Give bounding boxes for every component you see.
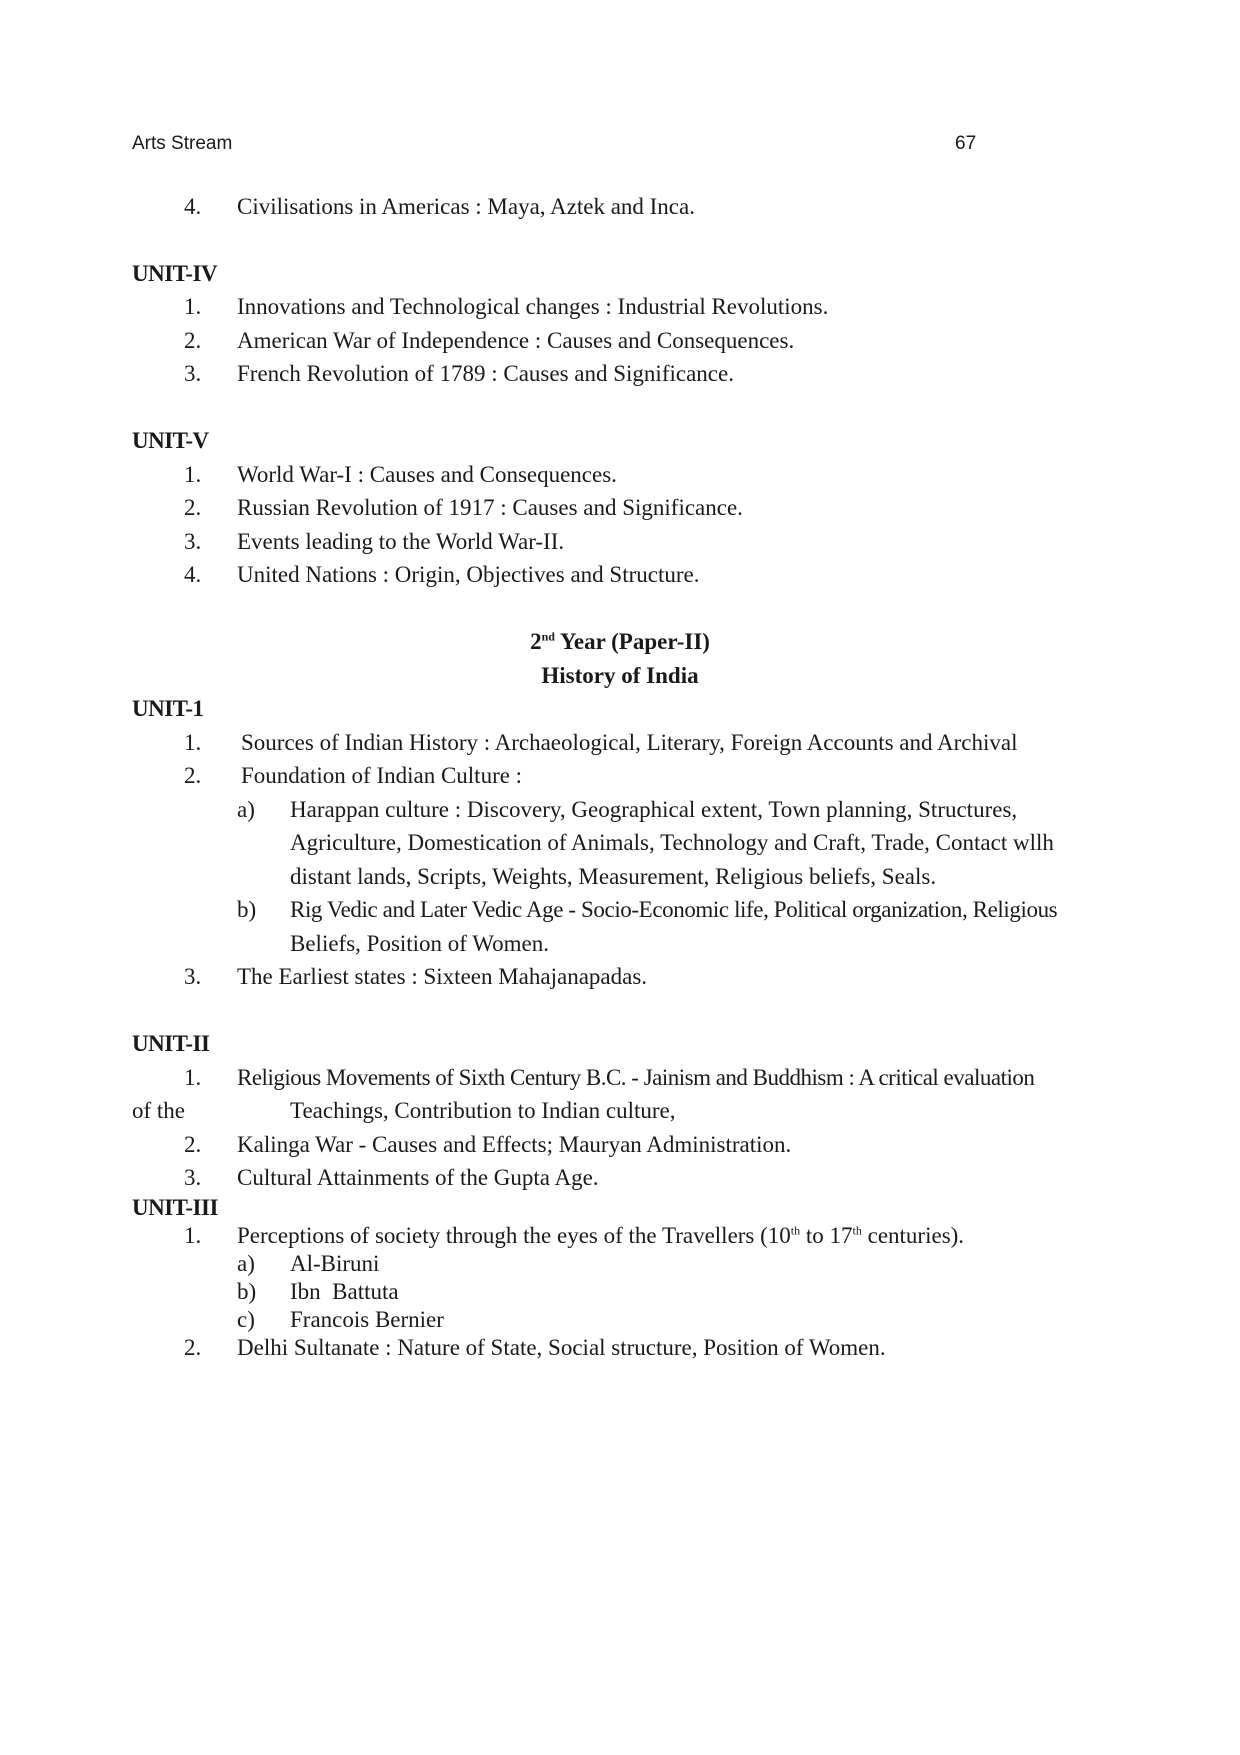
sub-item-letter: a) <box>237 797 255 822</box>
sub-item-letter: b) <box>237 1279 257 1304</box>
subject-heading: History of India <box>541 663 699 688</box>
page-number: 67 <box>955 133 977 154</box>
sub-item-text: Harappan culture : Discovery, Geographical extent, Town planning, Structures, <box>290 797 1018 822</box>
list-item-text: American War of Independence : Causes and Consequences. <box>237 328 795 353</box>
year-rest: Year (Paper-II) <box>559 629 710 654</box>
list-item-text: Innovations and Technological changes : Industrial Revolutions. <box>237 294 829 319</box>
sub-item-text: Al-Biruni <box>290 1251 380 1276</box>
list-number: 4. <box>184 194 202 219</box>
unit-heading: UNIT-IV <box>132 261 218 286</box>
list-item-text: World War-I : Causes and Consequences. <box>237 462 617 487</box>
list-item-text: Sources of Indian History : Archaeological, Literary, Foreign Accounts and Archival <box>241 730 1018 755</box>
list-item-text: Cultural Attainments of the Gupta Age. <box>237 1165 599 1190</box>
list-item-text <box>237 1223 964 1249</box>
list-item-text: Civilisations in Americas : Maya, Aztek and Inca. <box>237 194 695 219</box>
list-item-text: Events leading to the World War-II. <box>237 529 565 554</box>
ordinal-suffix: th <box>790 1223 801 1238</box>
unit-heading: UNIT-II <box>132 1031 210 1056</box>
travellers-text-start: Perceptions of society through the eyes of the Travellers (10 <box>237 1223 791 1248</box>
unit-heading: UNIT-V <box>132 428 209 453</box>
sub-item-text: Agriculture, Domestication of Animals, Technology and Craft, Trade, Contact wllh <box>290 830 1054 855</box>
list-number: 4. <box>184 562 202 587</box>
list-item-text: Religious Movements of Sixth Century B.C. - Jainism and Buddhism : A critical evaluation <box>237 1065 1035 1090</box>
sub-item-text: Ibn Battuta <box>290 1279 399 1304</box>
list-item-text: The Earliest states : Sixteen Mahajanapadas. <box>237 964 648 989</box>
list-item-text: Delhi Sultanate : Nature of State, Social structure, Position of Women. <box>237 1335 886 1360</box>
paper-heading <box>0 629 1240 655</box>
list-number: 2. <box>184 1132 202 1157</box>
unit-heading: UNIT-III <box>132 1195 218 1220</box>
list-number: 1. <box>184 294 202 319</box>
list-item-text: French Revolution of 1789 : Causes and Significance. <box>237 361 734 386</box>
year-number: 2 <box>530 629 542 654</box>
list-item-text: Teachings, Contribution to Indian culture, <box>290 1098 676 1123</box>
unit-heading: UNIT-1 <box>132 696 204 721</box>
travellers-text-end: centuries). <box>861 1223 965 1248</box>
list-number: 3. <box>184 964 202 989</box>
list-number: 2. <box>184 328 202 353</box>
year-suffix: nd <box>541 629 555 644</box>
list-item-text: United Nations : Origin, Objectives and Structure. <box>237 562 700 587</box>
list-number: 3. <box>184 361 202 386</box>
list-item-text: of the <box>132 1098 186 1123</box>
travellers-text-mid: to 17 <box>800 1223 853 1248</box>
list-number: 1. <box>184 730 202 755</box>
list-number: 3. <box>184 1165 202 1190</box>
list-number: 2. <box>184 763 202 788</box>
list-number: 3. <box>184 529 202 554</box>
list-number: 2. <box>184 1335 202 1360</box>
running-title: Arts Stream <box>132 133 233 154</box>
sub-item-letter: b) <box>237 897 257 922</box>
list-item-text: Foundation of Indian Culture : <box>241 763 523 788</box>
list-number: 2. <box>184 495 202 520</box>
list-item-text: Russian Revolution of 1917 : Causes and Significance. <box>237 495 743 520</box>
sub-item-letter: c) <box>237 1307 255 1332</box>
sub-item-text: Beliefs, Position of Women. <box>290 931 550 956</box>
sub-item-text: Francois Bernier <box>290 1307 444 1332</box>
sub-item-text: Rig Vedic and Later Vedic Age - Socio-Economic life, Political organization, Religious <box>290 897 1058 922</box>
sub-item-letter: a) <box>237 1251 255 1276</box>
sub-item-text: distant lands, Scripts, Weights, Measurement, Religious beliefs, Seals. <box>290 864 937 889</box>
list-number: 1. <box>184 462 202 487</box>
list-number: 1. <box>184 1223 202 1248</box>
list-number: 1. <box>184 1065 202 1090</box>
list-item-text: Kalinga War - Causes and Effects; Mauryan Administration. <box>237 1132 792 1157</box>
ordinal-suffix: th <box>852 1223 862 1238</box>
